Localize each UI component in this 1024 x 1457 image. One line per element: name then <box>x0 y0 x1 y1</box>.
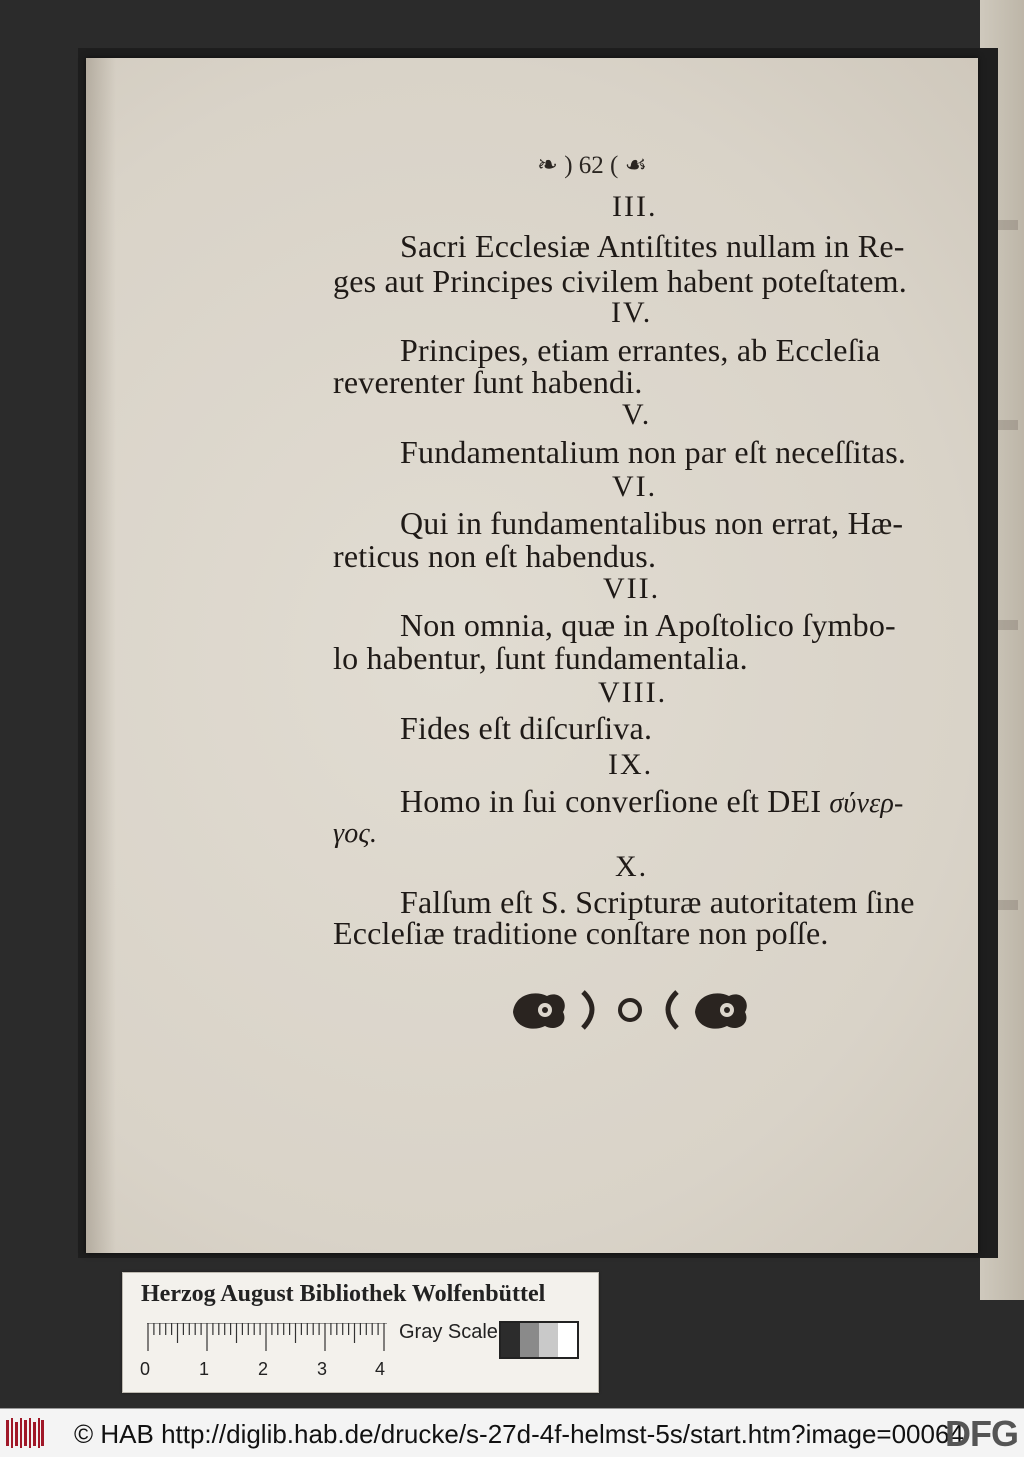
thesis-numeral: III. <box>612 190 658 223</box>
thesis-text: Homo in ſui converſione eſt DEI <box>400 783 822 819</box>
gray-scale-swatches <box>499 1321 579 1359</box>
thesis-line: ges aut Principes civilem habent poteſtatem. <box>333 263 907 299</box>
page-header: ❧ ) 62 ( ☙ <box>537 152 648 179</box>
dfg-logo: DFG <box>945 1413 1018 1454</box>
thesis-line <box>400 783 904 820</box>
ruler-number: 1 <box>199 1359 210 1379</box>
source-url[interactable]: © HAB http://diglib.hab.de/drucke/s-27d-4f-helmst-5s/start.htm?image=00064 <box>74 1419 964 1449</box>
thesis-line: Qui in fundamentalibus non errat, Hæ- <box>400 505 904 541</box>
ruler-number: 4 <box>375 1359 386 1379</box>
thesis-numeral: VI. <box>612 470 658 503</box>
thesis-numeral: IX. <box>608 748 654 781</box>
gray-swatch <box>520 1323 539 1357</box>
ruler-number: 0 <box>140 1359 151 1379</box>
gray-swatch <box>558 1323 577 1357</box>
thesis-numeral: V. <box>622 398 652 431</box>
library-name: Herzog August Bibliothek Wolfenbüttel <box>141 1281 546 1307</box>
ruler-scale <box>147 1323 387 1353</box>
thesis-line: reticus non eſt habendus. <box>333 538 657 574</box>
thesis-line: lo habentur, ſunt fundamentalia. <box>333 640 748 676</box>
thesis-line: Fides eſt diſcurſiva. <box>400 710 653 746</box>
page-gutter-shadow <box>86 58 116 1253</box>
gray-scale-label: Gray Scale <box>399 1321 498 1343</box>
closing-ornament <box>505 982 755 1036</box>
greek-word: σύνερ- <box>829 788 904 819</box>
gray-swatch <box>539 1323 558 1357</box>
thesis-numeral: VIII. <box>598 676 668 709</box>
thesis-numeral: X. <box>615 850 649 883</box>
ruler-number: 2 <box>258 1359 269 1379</box>
thesis-line: Falſum eſt S. Scripturæ autoritatem ſine <box>400 884 915 920</box>
calibration-card <box>122 1272 599 1393</box>
thesis-line: reverenter ſunt habendi. <box>333 364 643 400</box>
ruler-number: 3 <box>317 1359 328 1379</box>
thesis-numeral: IV. <box>611 296 653 329</box>
gray-swatch <box>501 1323 520 1357</box>
thesis-line: Principes, etiam errantes, ab Eccleſia <box>400 332 881 368</box>
hab-logo-icon <box>6 1418 44 1448</box>
footer-bar <box>0 1408 1024 1457</box>
thesis-line: Fundamentalium non par eſt neceſſitas. <box>400 434 907 470</box>
thesis-line: Sacri Ecclesiæ Antiſtites nullam in Re- <box>400 228 905 264</box>
thesis-line: γος. <box>333 818 378 849</box>
thesis-line: Eccleſiæ traditione conſtare non poſſe. <box>333 915 829 951</box>
thesis-line: Non omnia, quæ in Apoſtolico ſymbo- <box>400 607 896 643</box>
thesis-numeral: VII. <box>603 572 661 605</box>
